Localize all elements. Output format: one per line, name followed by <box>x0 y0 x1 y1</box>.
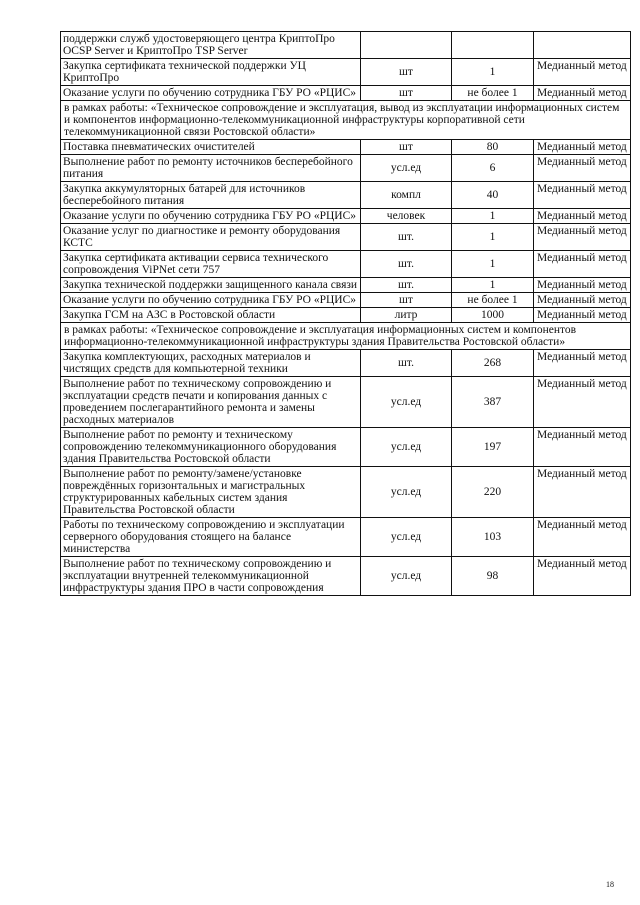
section-row <box>61 323 631 350</box>
item-name-cell: Поставка пневматических очистителей <box>61 140 361 155</box>
item-name-cell: Работы по техническому сопровождению и эксплуатации серверного оборудования стоящего на балансе министерства <box>61 518 361 557</box>
quantity-cell: 103 <box>452 518 534 557</box>
item-name-cell: Оказание услуги по обучению сотрудника ГБУ РО «РЦИС» <box>61 86 361 101</box>
table-row <box>61 350 631 377</box>
section-title: в рамках работы: «Техническое сопровождение и эксплуатация информационных систем и компонентов информационно-телекоммуникационной инфраструктуры здания Правительства Ростовской области» <box>61 323 631 350</box>
method-cell: Медианный метод <box>534 293 631 308</box>
item-name-cell: Выполнение работ по техническому сопровождению и эксплуатации внутренней телекоммуникационной инфраструктуры здания ПРО в части сопровождения <box>61 557 361 596</box>
method-cell: Медианный метод <box>534 467 631 518</box>
item-name-cell: Оказание услуг по диагностике и ремонту оборудования КСТС <box>61 224 361 251</box>
item-name-cell: Закупка технической поддержки защищенного канала связи <box>61 278 361 293</box>
item-name-cell: Выполнение работ по ремонту и техническому сопровождению телекоммуникационного оборудования здания Правительства Ростовской области <box>61 428 361 467</box>
table-row <box>61 518 631 557</box>
unit-cell: усл.ед <box>361 155 452 182</box>
table-row <box>61 59 631 86</box>
method-cell: Медианный метод <box>534 308 631 323</box>
quantity-cell: 40 <box>452 182 534 209</box>
table-row <box>61 224 631 251</box>
method-cell <box>534 32 631 59</box>
quantity-cell: 1 <box>452 251 534 278</box>
quantity-cell: 1 <box>452 209 534 224</box>
item-name-cell: Выполнение работ по ремонту/замене/установке повреждённых горизонтальных и магистральных структурированных кабельных систем здания Правительства Ростовской области <box>61 467 361 518</box>
unit-cell: шт <box>361 86 452 101</box>
method-cell: Медианный метод <box>534 140 631 155</box>
table-row <box>61 377 631 428</box>
table-row <box>61 251 631 278</box>
unit-cell: компл <box>361 182 452 209</box>
section-title: в рамках работы: «Техническое сопровождение и эксплуатация, вывод из эксплуатации информационных систем и компонентов информационно-телекоммуникационной инфраструктуры корпоративной сети телекоммуникационной связи Ростовской области» <box>61 101 631 140</box>
procurement-table <box>60 31 631 596</box>
item-name-cell: Закупка комплектующих, расходных материалов и чистящих средств для компьютерной техники <box>61 350 361 377</box>
method-cell: Медианный метод <box>534 377 631 428</box>
unit-cell <box>361 32 452 59</box>
unit-cell: шт <box>361 59 452 86</box>
table-row <box>61 278 631 293</box>
item-name-cell: Оказание услуги по обучению сотрудника ГБУ РО «РЦИС» <box>61 209 361 224</box>
item-name-cell: Закупка сертификата активации сервиса технического сопровождения ViPNet сети 757 <box>61 251 361 278</box>
method-cell: Медианный метод <box>534 278 631 293</box>
item-name-cell: Оказание услуги по обучению сотрудника ГБУ РО «РЦИС» <box>61 293 361 308</box>
unit-cell: шт. <box>361 350 452 377</box>
unit-cell: усл.ед <box>361 518 452 557</box>
method-cell: Медианный метод <box>534 209 631 224</box>
item-name-cell: Закупка сертификата технической поддержки УЦ КриптоПро <box>61 59 361 86</box>
table-row <box>61 308 631 323</box>
table-row <box>61 209 631 224</box>
table-row <box>61 86 631 101</box>
table-row <box>61 428 631 467</box>
quantity-cell: 1 <box>452 224 534 251</box>
item-name-cell: Выполнение работ по техническому сопровождению и эксплуатации средств печати и копирования данных с проведением послегарантийного ремонта и замены расходных материалов <box>61 377 361 428</box>
item-name-cell: Выполнение работ по ремонту источников бесперебойного питания <box>61 155 361 182</box>
procurement-table-body <box>61 32 631 596</box>
method-cell: Медианный метод <box>534 518 631 557</box>
unit-cell: усл.ед <box>361 557 452 596</box>
method-cell: Медианный метод <box>534 350 631 377</box>
method-cell: Медианный метод <box>534 86 631 101</box>
unit-cell: шт. <box>361 224 452 251</box>
table-row <box>61 293 631 308</box>
page-number: 18 <box>606 880 614 889</box>
quantity-cell: 268 <box>452 350 534 377</box>
method-cell: Медианный метод <box>534 155 631 182</box>
quantity-cell: 197 <box>452 428 534 467</box>
method-cell: Медианный метод <box>534 59 631 86</box>
quantity-cell: не более 1 <box>452 86 534 101</box>
method-cell: Медианный метод <box>534 557 631 596</box>
item-name-cell: Закупка ГСМ на АЗС в Ростовской области <box>61 308 361 323</box>
unit-cell: шт <box>361 140 452 155</box>
method-cell: Медианный метод <box>534 251 631 278</box>
table-row <box>61 557 631 596</box>
table-row <box>61 140 631 155</box>
quantity-cell: 1 <box>452 59 534 86</box>
unit-cell: литр <box>361 308 452 323</box>
table-row <box>61 467 631 518</box>
unit-cell: усл.ед <box>361 377 452 428</box>
section-row <box>61 101 631 140</box>
unit-cell: усл.ед <box>361 428 452 467</box>
quantity-cell <box>452 32 534 59</box>
quantity-cell: 1000 <box>452 308 534 323</box>
unit-cell: шт <box>361 293 452 308</box>
quantity-cell: 80 <box>452 140 534 155</box>
method-cell: Медианный метод <box>534 428 631 467</box>
quantity-cell: 98 <box>452 557 534 596</box>
unit-cell: шт. <box>361 251 452 278</box>
quantity-cell: 1 <box>452 278 534 293</box>
table-row <box>61 32 631 59</box>
quantity-cell: 6 <box>452 155 534 182</box>
quantity-cell: 387 <box>452 377 534 428</box>
quantity-cell: не более 1 <box>452 293 534 308</box>
table-row <box>61 182 631 209</box>
quantity-cell: 220 <box>452 467 534 518</box>
unit-cell: человек <box>361 209 452 224</box>
unit-cell: усл.ед <box>361 467 452 518</box>
item-name-cell: поддержки служб удостоверяющего центра КриптоПро OCSP Server и КриптоПро TSP Server <box>61 32 361 59</box>
method-cell: Медианный метод <box>534 224 631 251</box>
table-row <box>61 155 631 182</box>
unit-cell: шт. <box>361 278 452 293</box>
method-cell: Медианный метод <box>534 182 631 209</box>
item-name-cell: Закупка аккумуляторных батарей для источников бесперебойного питания <box>61 182 361 209</box>
